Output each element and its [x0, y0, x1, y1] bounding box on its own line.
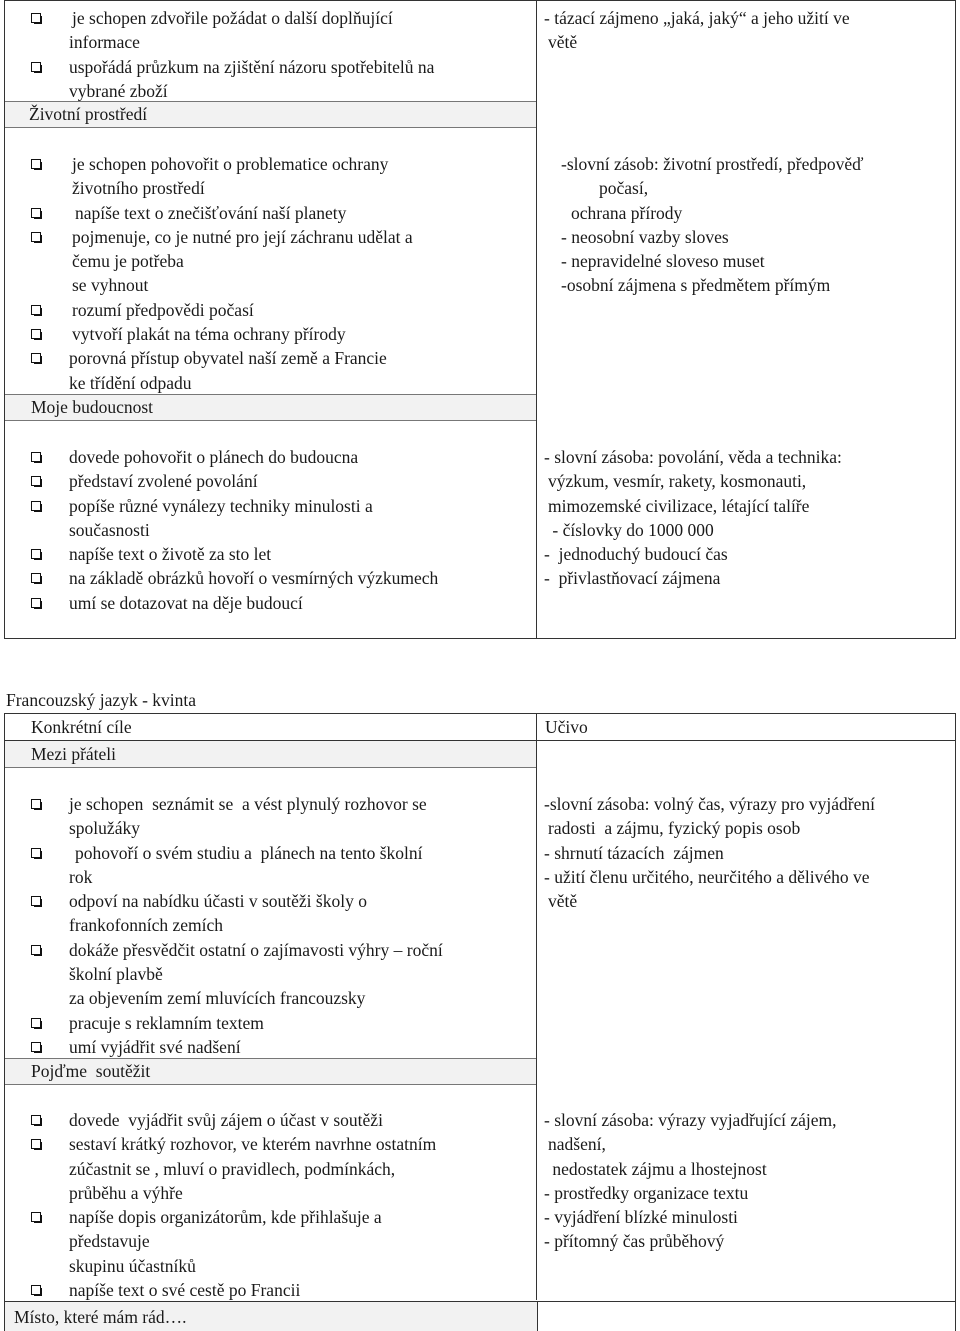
header-goals: Konkrétní cíle	[31, 717, 132, 737]
content-line: - jednoduchý budoucí čas	[544, 544, 728, 565]
row-divider	[5, 420, 536, 421]
goal-item: je schopen zdvořile požádat o další doplňující	[69, 6, 434, 30]
header-content: Učivo	[545, 717, 588, 737]
section-title: Mezi přáteli	[31, 744, 117, 764]
goal-item-continuation: školní plavbě	[69, 964, 163, 985]
goal-item: odpoví na nabídku účasti v soutěži školy o	[69, 889, 443, 913]
goal-item: umí se dotazovat na děje budoucí	[69, 591, 438, 615]
content-line: - neosobní vazby sloves	[561, 226, 729, 247]
content-cell	[544, 792, 875, 913]
checkbox-bullet-icon	[31, 799, 41, 809]
checkbox-bullet-icon	[31, 452, 41, 462]
goal-item: popíše různé vynálezy techniky minulosti a	[69, 494, 438, 518]
checkbox-bullet-icon	[31, 501, 41, 511]
content-line: - číslovky do 1000 000	[548, 519, 714, 540]
checkbox-bullet-icon	[31, 1115, 41, 1125]
goal-item: je schopen pohovořit o problematice ochrany	[69, 152, 413, 176]
goal-item-continuation: skupinu účastníků	[69, 1255, 196, 1276]
content-line: -osobní zájmena s předmětem přímým	[561, 275, 831, 296]
content-cell	[548, 152, 863, 298]
row-divider	[5, 127, 536, 128]
document-title: Francouzský jazyk - kvinta	[6, 690, 197, 710]
goal-item-continuation: čemu je potřeba	[72, 251, 184, 272]
content-line: radosti a zájmu, fyzický popis osob	[548, 818, 801, 839]
goal-item-continuation: informace	[69, 32, 140, 53]
column-divider	[536, 0, 537, 639]
goals-cell	[69, 792, 443, 1059]
content-line: - tázací zájmeno „jaká, jaký“ a jeho užití ve	[544, 8, 850, 28]
content-line: větě	[548, 891, 578, 912]
goal-item: napíše text o životě za sto let	[69, 542, 438, 566]
checkbox-bullet-icon	[31, 329, 41, 339]
goal-item: napíše dopis organizátorům, kde přihlašuje a	[69, 1205, 436, 1229]
checkbox-bullet-icon	[31, 476, 41, 486]
checkbox-bullet-icon	[31, 13, 41, 23]
row-divider	[5, 1301, 955, 1302]
goal-item: pohovoří o svém studiu a plánech na tento školní	[69, 841, 443, 865]
content-line: - přítomný čas průběhový	[544, 1231, 725, 1252]
goal-item: na základě obrázků hovoří o vesmírných výzkumech	[69, 566, 438, 590]
checkbox-bullet-icon	[31, 1042, 41, 1052]
goal-item-continuation: ke třídění odpadu	[69, 372, 192, 393]
content-line: - slovní zásoba: výrazy vyjadřující zájem,	[544, 1110, 837, 1130]
checkbox-bullet-icon	[31, 159, 41, 169]
goal-item-continuation: za objevením zemí mluvících francouzsky	[69, 988, 366, 1009]
column-divider	[536, 713, 537, 1300]
checkbox-bullet-icon	[31, 549, 41, 559]
checkbox-bullet-icon	[31, 1212, 41, 1222]
checkbox-bullet-icon	[31, 848, 41, 858]
goal-item-continuation: spolužáky	[69, 818, 140, 839]
goals-cell	[69, 1108, 436, 1302]
row-divider	[5, 1084, 536, 1085]
goal-item: pojmenuje, co je nutné pro její záchranu udělat a	[69, 225, 413, 249]
checkbox-bullet-icon	[31, 232, 41, 242]
goal-item: napíše text o své cestě po Francii	[69, 1278, 436, 1302]
section-title: Místo, které mám rád….	[14, 1307, 187, 1327]
column-divider	[537, 1301, 538, 1331]
content-cell	[544, 1108, 837, 1254]
checkbox-bullet-icon	[31, 305, 41, 315]
content-cell	[544, 445, 842, 591]
goal-item: dovede pohovořit o plánech do budoucna	[69, 445, 438, 469]
content-line: - prostředky organizace textu	[544, 1182, 749, 1203]
checkbox-bullet-icon	[31, 1139, 41, 1149]
content-line: ochrana přírody	[571, 202, 683, 223]
content-line: větě	[548, 32, 578, 53]
content-line: - vyjádření blízké minulosti	[544, 1207, 738, 1228]
section-title: Životní prostředí	[29, 104, 148, 124]
content-line: - užití členu určitého, neurčitého a dělivého ve	[544, 866, 870, 887]
checkbox-bullet-icon	[31, 1018, 41, 1028]
goal-item-continuation: vybrané zboží	[69, 80, 168, 101]
goals-cell	[69, 6, 434, 103]
goal-item-continuation: zúčastnit se , mluví o pravidlech, podmínkách,	[69, 1158, 396, 1179]
content-line: počasí,	[599, 178, 649, 199]
goal-item: porovná přístup obyvatel naší země a Francie	[69, 346, 413, 370]
content-line: nadšení,	[548, 1134, 606, 1155]
goal-item: rozumí předpovědi počasí	[69, 298, 413, 322]
goal-item-continuation: rok	[69, 866, 93, 887]
goal-item-continuation: frankofonních zemích	[69, 915, 224, 936]
content-line: -slovní zásoba: volný čas, výrazy pro vyjádření	[544, 794, 875, 814]
checkbox-bullet-icon	[31, 353, 41, 363]
goal-item: dovede vyjádřit svůj zájem o účast v soutěži	[69, 1108, 436, 1132]
checkbox-bullet-icon	[31, 945, 41, 955]
content-line: mimozemské civilizace, létající talíře	[548, 495, 810, 516]
goals-cell	[69, 445, 438, 615]
section-title: Moje budoucnost	[31, 397, 154, 417]
goal-item-continuation: průběhu a výhře	[69, 1182, 183, 1203]
goal-item: je schopen seznámit se a vést plynulý rozhovor se	[69, 792, 443, 816]
checkbox-bullet-icon	[31, 598, 41, 608]
content-line: nedostatek zájmu a lhostejnost	[548, 1158, 767, 1179]
section-title: Pojďme soutěžit	[31, 1061, 151, 1081]
goals-cell	[69, 152, 413, 395]
goal-item-continuation: se vyhnout	[72, 275, 149, 296]
goal-item: dokáže přesvědčit ostatní o zajímavosti výhry – roční	[69, 938, 443, 962]
content-cell	[544, 6, 850, 55]
row-divider	[5, 767, 536, 768]
content-line: - shrnutí tázacích zájmen	[544, 842, 724, 863]
checkbox-bullet-icon	[31, 208, 41, 218]
goal-item: sestaví krátký rozhovor, ve kterém navrhne ostatním	[69, 1132, 436, 1156]
goal-item-continuation: představuje	[69, 1231, 150, 1252]
checkbox-bullet-icon	[31, 573, 41, 583]
content-line: výzkum, vesmír, rakety, kosmonauti,	[548, 471, 807, 492]
checkbox-bullet-icon	[31, 1285, 41, 1295]
goal-item: umí vyjádřit své nadšení	[69, 1035, 443, 1059]
content-line: -slovní zásob: životní prostředí, předpověď	[561, 154, 864, 174]
checkbox-bullet-icon	[31, 896, 41, 906]
goal-item: napíše text o znečišťování naší planety	[69, 201, 413, 225]
checkbox-bullet-icon	[31, 62, 41, 72]
content-line: - slovní zásoba: povolání, věda a technika:	[544, 447, 842, 467]
goal-item-continuation: současnosti	[69, 519, 150, 540]
content-line: - nepravidelné sloveso muset	[561, 251, 765, 272]
goal-item: představí zvolené povolání	[69, 469, 438, 493]
goal-item: vytvoří plakát na téma ochrany přírody	[69, 322, 413, 346]
content-line: - přivlastňovací zájmena	[544, 568, 721, 589]
goal-item: pracuje s reklamním textem	[69, 1011, 443, 1035]
goal-item: uspořádá průzkum na zjištění názoru spotřebitelů na	[69, 55, 434, 79]
goal-item-continuation: životního prostředí	[72, 178, 205, 199]
